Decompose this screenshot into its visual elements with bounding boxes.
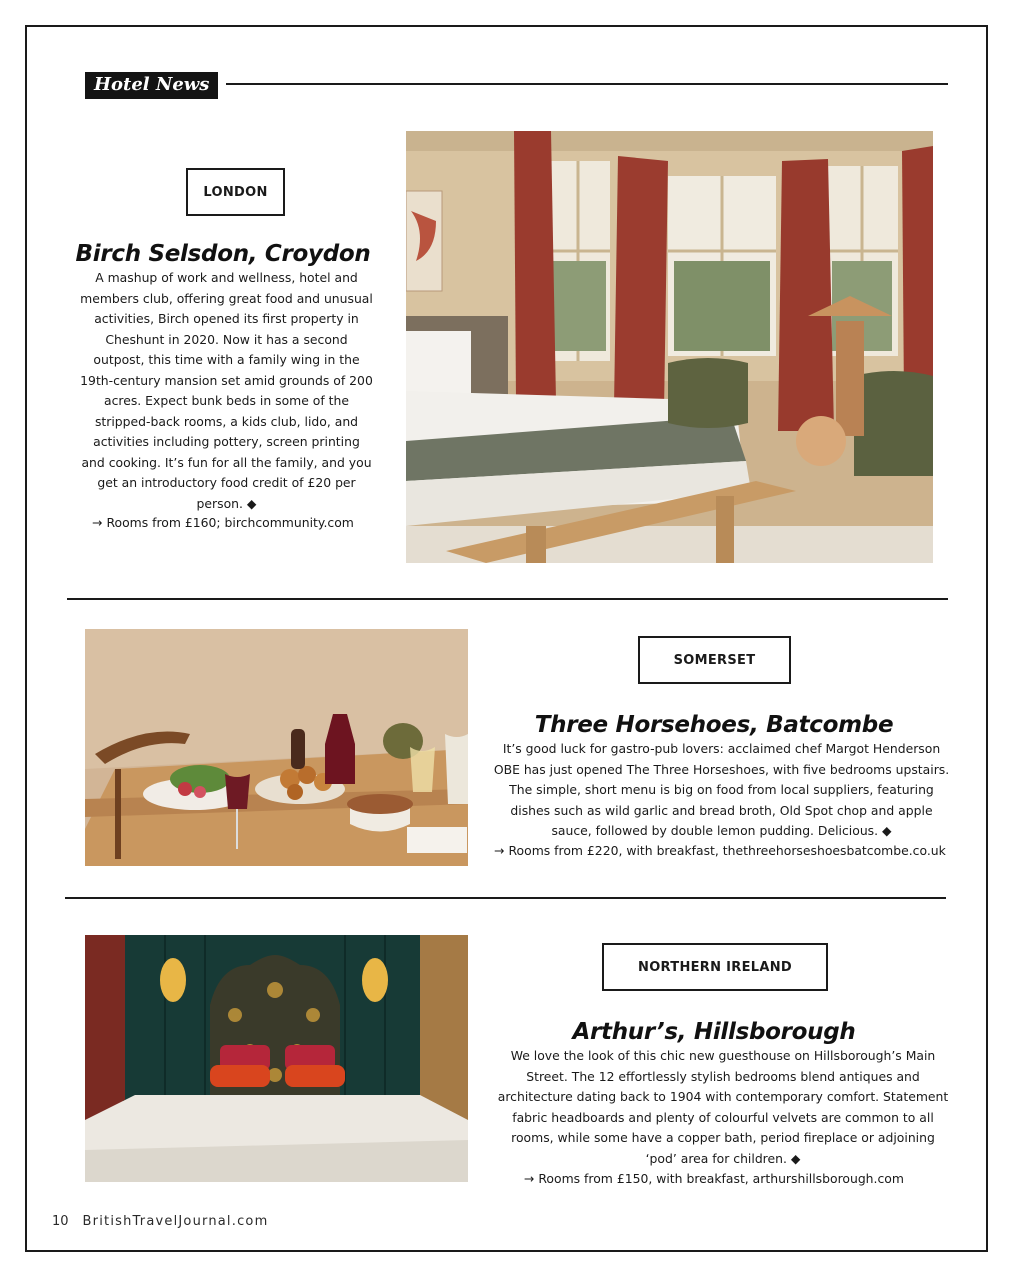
footer-website: BritishTravelJournal.com xyxy=(82,1214,269,1229)
article-body-arthurs: We love the look of this chic new guesthouse on Hillsborough’s Main Street. The 12 effortlessly stylish bedrooms blend antiques and architecture dating back to 1904 with contemporary comfort. Statement fabric headboards and plenty of colourful velvets are common to all rooms, while some have a copper bath, period fireplace or adjoining ‘pod’ area for children. ◆ xyxy=(497,1048,949,1166)
page-footer xyxy=(52,1214,268,1229)
article-body-birch: A mashup of work and wellness, hotel and members club, offering great food and unusual activities, Birch opened its first property in Cheshunt in 2020. Now it has a second outpost, this time with a family wing in the 19th-century mansion set amid grounds of 200 acres. Expect bunk beds in some of the stripped-back rooms, a kids club, lido, and activities including pottery, screen printing and cooking. It’s fun for all the family, and you get an introductory food credit of £20 per person. ◆ xyxy=(80,270,373,511)
header-rule xyxy=(226,83,948,85)
region-label-somerset: SOMERSET xyxy=(638,636,791,684)
section-tag: Hotel News xyxy=(85,72,218,99)
article-price-arthurs: → Rooms from £150, with breakfast, arthurshillsborough.com xyxy=(524,1171,904,1186)
photo-arthurs-bedroom xyxy=(85,935,468,1182)
divider-2 xyxy=(65,897,946,899)
article-title-three-horseshoes: Three Horsehoes, Batcombe xyxy=(534,712,894,738)
article-title-birch: Birch Selsdon, Croydon xyxy=(75,241,371,267)
photo-birch-bedroom xyxy=(406,131,933,563)
region-label-london: LONDON xyxy=(186,168,285,216)
article-body-three-horseshoes: It’s good luck for gastro-pub lovers: acclaimed chef Margot Henderson OBE has just opened The Three Horseshoes, with five bedrooms upstairs. The simple, short menu is big on food from local suppliers, featuring dishes such as wild garlic and bread broth, Old Spot chop and apple sauce, followed by double lemon pudding. Delicious. ◆ xyxy=(493,741,950,838)
article-price-three-horseshoes: → Rooms from £220, with breakfast, thethreehorseshoesbatcombe.co.uk xyxy=(494,843,946,858)
photo-three-horseshoes-table xyxy=(85,629,468,866)
page-number: 10 xyxy=(52,1214,69,1229)
region-label-northern-ireland: NORTHERN IRELAND xyxy=(602,943,828,991)
divider-1 xyxy=(67,598,948,600)
article-title-arthurs: Arthur’s, Hillsborough xyxy=(572,1019,856,1045)
article-price-birch: → Rooms from £160; birchcommunity.com xyxy=(92,515,354,530)
